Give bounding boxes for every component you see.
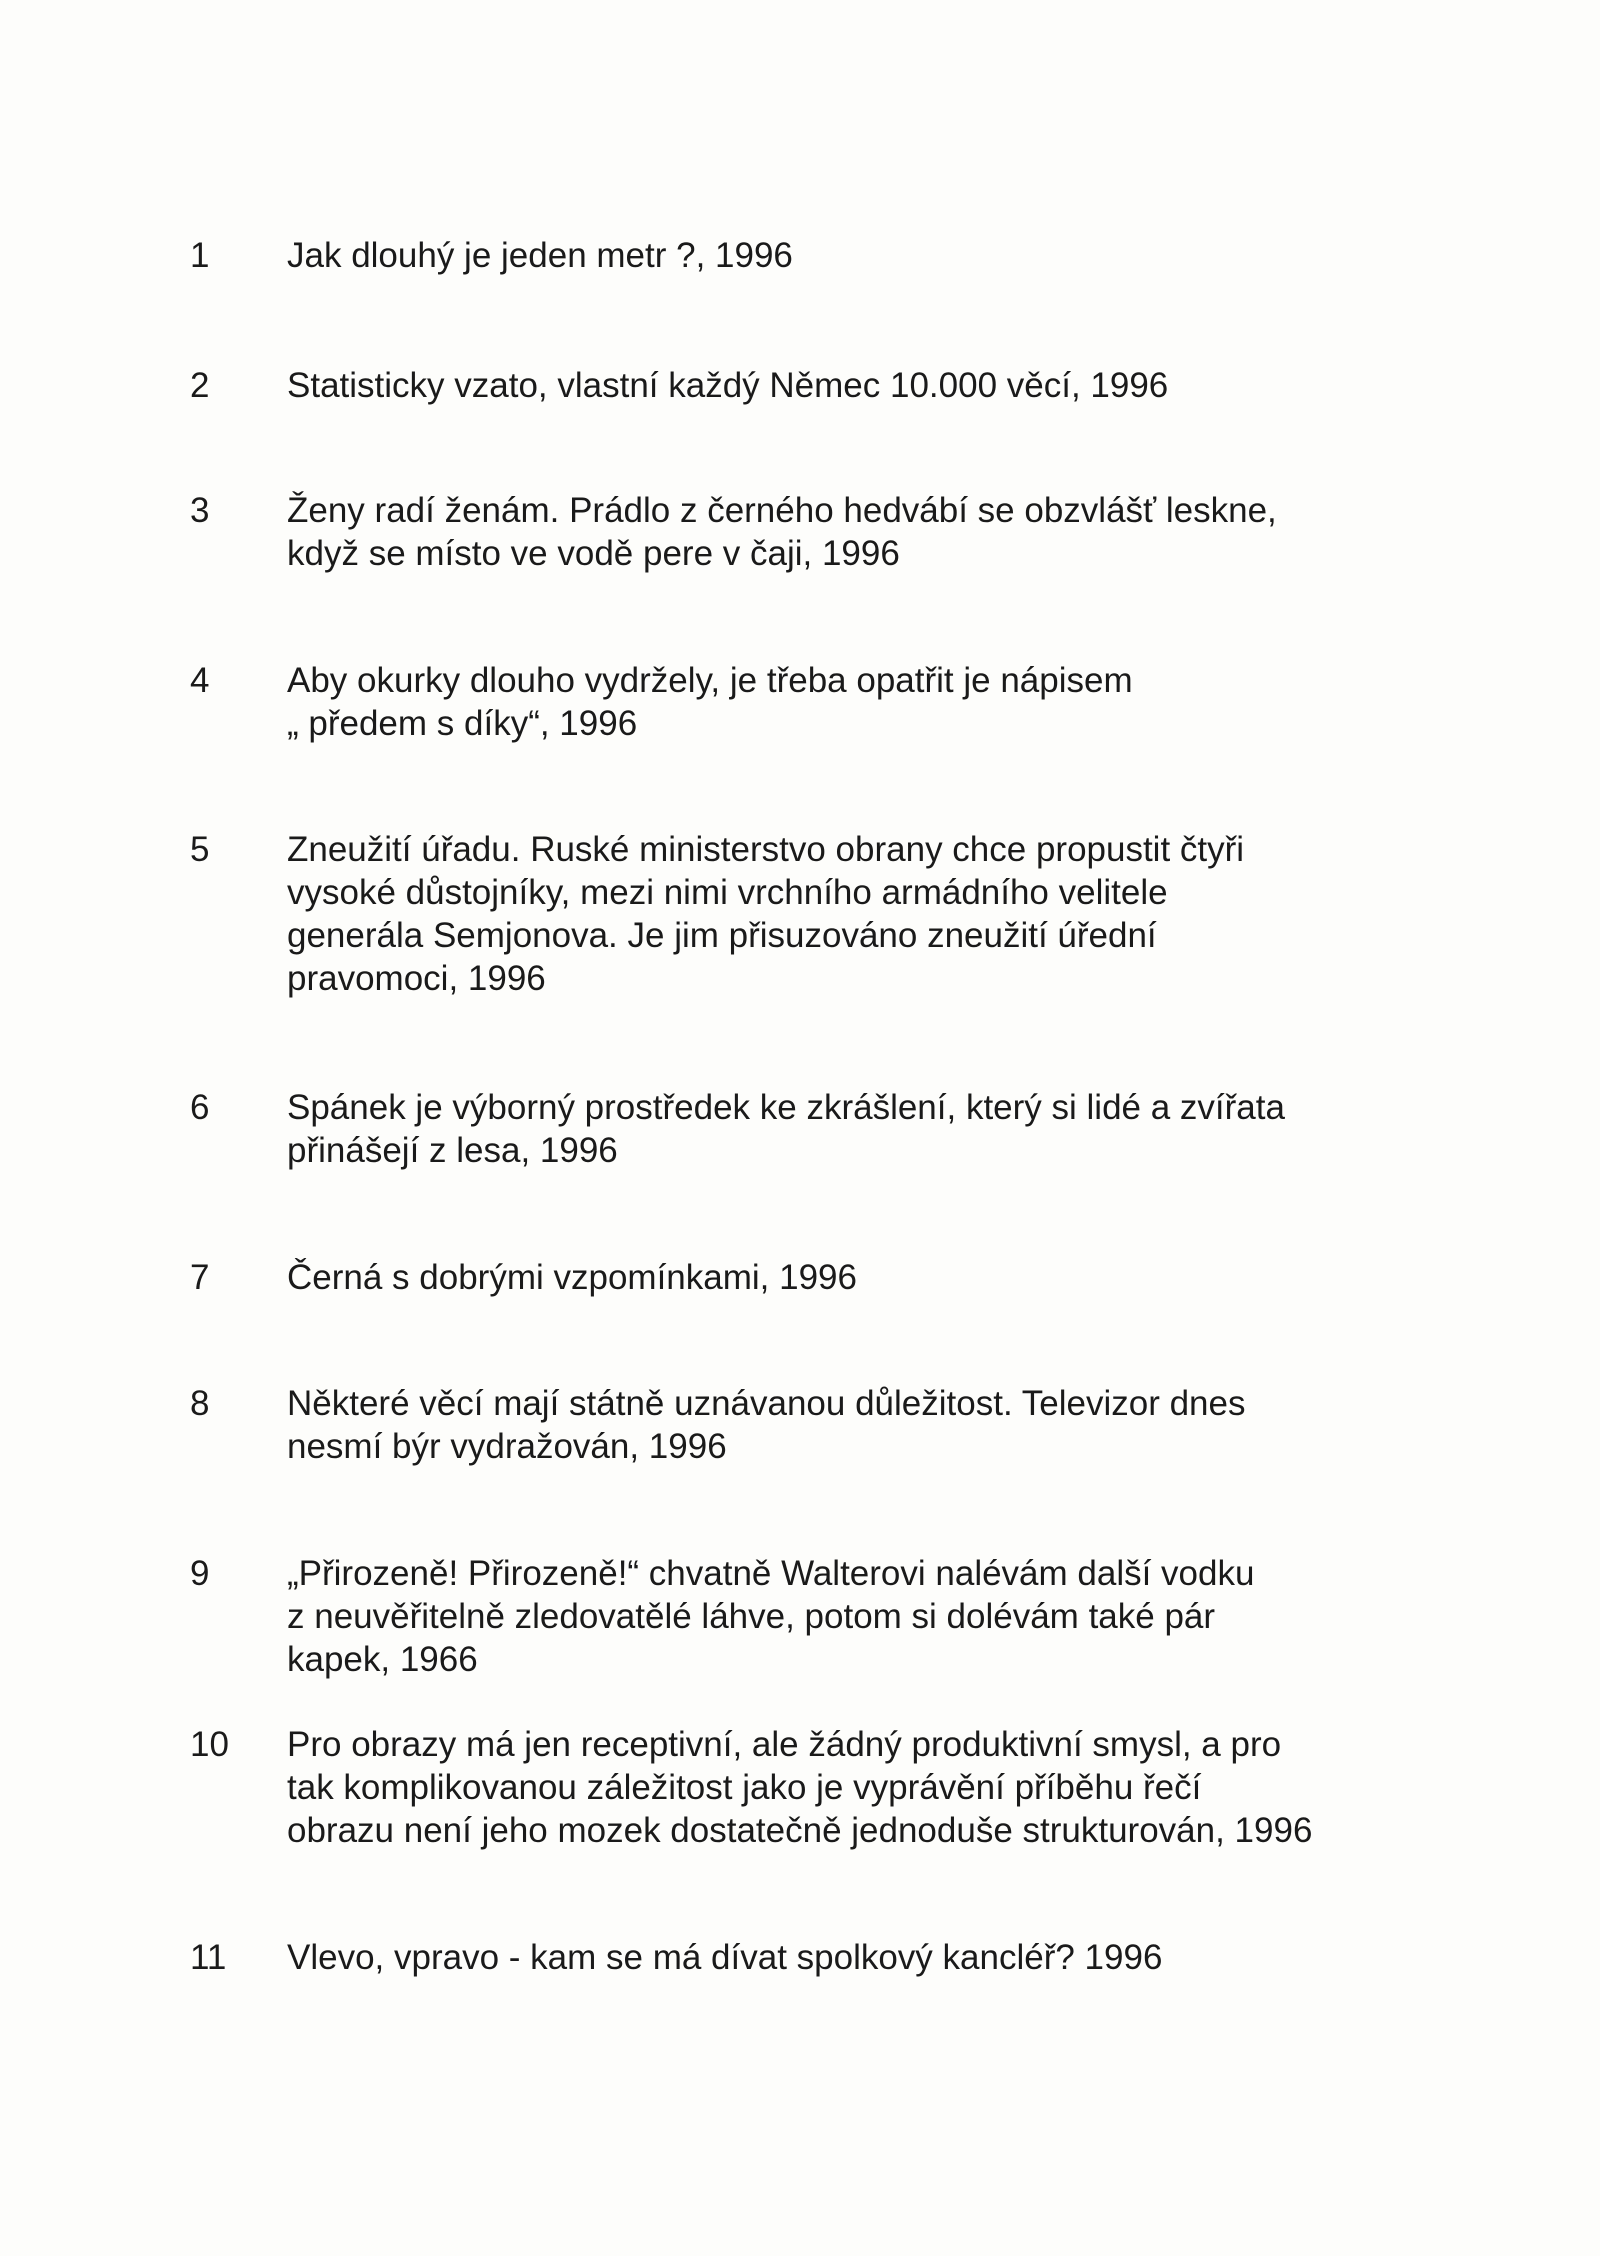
item-text bbox=[287, 1382, 1245, 1468]
item-text bbox=[287, 1936, 1162, 1979]
text-line: tak komplikovanou záležitost jako je vyprávění příběhu řečí bbox=[287, 1768, 1202, 1807]
item-text bbox=[287, 1086, 1285, 1172]
item-text bbox=[287, 1256, 857, 1299]
text-line: „Přirozeně! Přirozeně!“ chvatně Walterovi nalévám další vodku bbox=[287, 1554, 1255, 1593]
item-number: 3 bbox=[190, 491, 210, 530]
text-line: z neuvěřitelně zledovatělé láhve, potom si dolévám také pár bbox=[287, 1597, 1216, 1636]
item-text bbox=[287, 489, 1277, 575]
item-number: 8 bbox=[190, 1384, 210, 1423]
text-line: generála Semjonova. Je jim přisuzováno zneužití úřední bbox=[287, 916, 1157, 955]
item-number: 11 bbox=[190, 1938, 227, 1977]
item-number: 10 bbox=[190, 1725, 229, 1764]
text-line: Ženy radí ženám. Prádlo z černého hedvábí se obzvlášť leskne, bbox=[287, 491, 1277, 530]
text-line: „ předem s díky“, 1996 bbox=[287, 704, 638, 743]
text-line: Spánek je výborný prostředek ke zkrášlení, který si lidé a zvířata bbox=[287, 1088, 1285, 1127]
text-line: pravomoci, 1996 bbox=[287, 959, 546, 998]
text-line: Statisticky vzato, vlastní každý Němec 10.000 věcí, 1996 bbox=[287, 366, 1169, 405]
item-number: 1 bbox=[190, 236, 210, 275]
text-line: obrazu není jeho mozek dostatečně jednoduše strukturován, 1996 bbox=[287, 1811, 1313, 1850]
text-line: Zneužití úřadu. Ruské ministerstvo obrany chce propustit čtyři bbox=[287, 830, 1245, 869]
text-line: nesmí býr vydražován, 1996 bbox=[287, 1427, 727, 1466]
text-line: Vlevo, vpravo - kam se má dívat spolkový kancléř? 1996 bbox=[287, 1938, 1163, 1977]
item-number: 2 bbox=[190, 366, 210, 405]
item-number: 4 bbox=[190, 661, 210, 700]
item-number: 7 bbox=[190, 1258, 210, 1297]
item-text bbox=[287, 1552, 1254, 1681]
item-text bbox=[287, 364, 1168, 407]
text-line: přinášejí z lesa, 1996 bbox=[287, 1131, 618, 1170]
text-line: Aby okurky dlouho vydržely, je třeba opatřit je nápisem bbox=[287, 661, 1133, 700]
text-line: kapek, 1966 bbox=[287, 1640, 478, 1679]
item-number: 6 bbox=[190, 1088, 210, 1127]
text-line: Černá s dobrými vzpomínkami, 1996 bbox=[287, 1258, 857, 1297]
item-number: 5 bbox=[190, 830, 210, 869]
text-line: když se místo ve vodě pere v čaji, 1996 bbox=[287, 534, 900, 573]
item-text bbox=[287, 828, 1244, 1000]
text-line: Pro obrazy má jen receptivní, ale žádný produktivní smysl, a pro bbox=[287, 1725, 1282, 1764]
item-text bbox=[287, 234, 793, 277]
text-line: Některé věcí mají státně uznávanou důležitost. Televizor dnes bbox=[287, 1384, 1246, 1423]
item-number: 9 bbox=[190, 1554, 210, 1593]
item-text bbox=[287, 1723, 1312, 1852]
text-line: vysoké důstojníky, mezi nimi vrchního armádního velitele bbox=[287, 873, 1168, 912]
text-line: Jak dlouhý je jeden metr ?, 1996 bbox=[287, 236, 793, 275]
item-text bbox=[287, 659, 1133, 745]
